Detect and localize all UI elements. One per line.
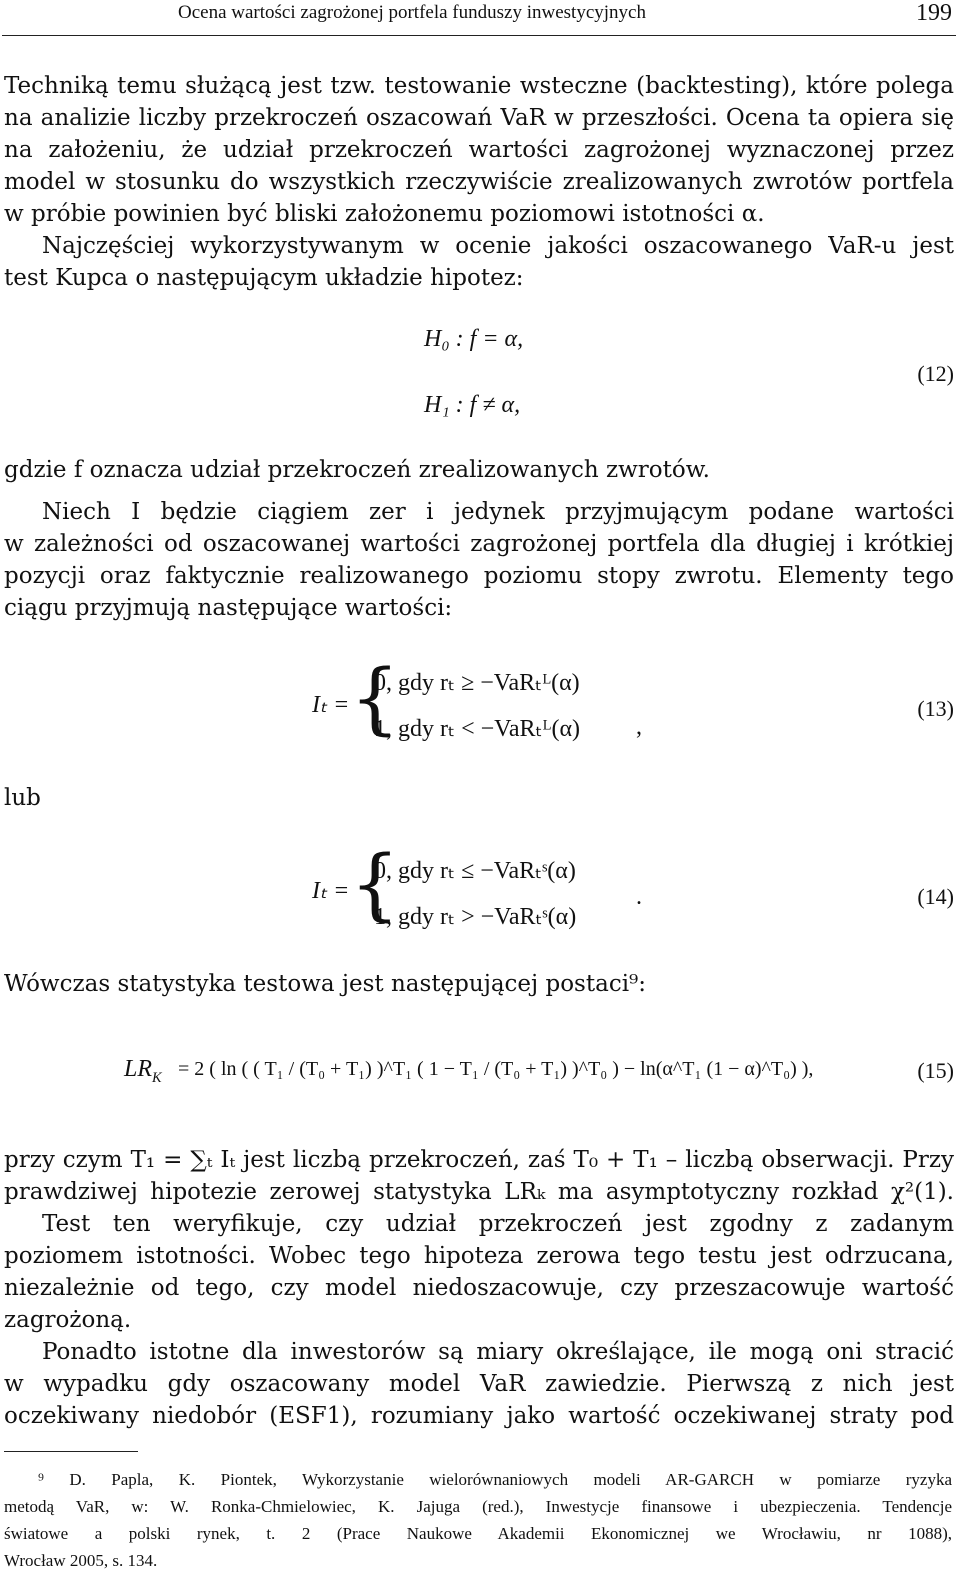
paragraph-line: na założeniu, że udział przekroczeń wartości zagrożonej wyznaczonej przez bbox=[4, 137, 954, 163]
paragraph-line: pozycji oraz faktycznie realizowanego poziomu stopy zwrotu. Elementy tego bbox=[4, 563, 954, 589]
paragraph-line: niezależnie od tego, czy model niedoszacowuje, czy przeszacowuje wartość bbox=[4, 1275, 954, 1301]
equation-14-lhs: Iₜ = bbox=[312, 878, 350, 904]
equation-15-lhs-text: LR bbox=[124, 1056, 153, 1082]
paragraph-line: Wówczas statystyka testowa jest następującej postaci⁹: bbox=[4, 971, 647, 997]
equation-12-number: (12) bbox=[917, 361, 954, 386]
equation-14-tail: . bbox=[636, 884, 642, 910]
paragraph-line: w wypadku gdy oszacowany model VaR zawiedzie. Pierwszą z nich jest bbox=[4, 1371, 954, 1397]
paragraph-line: lub bbox=[4, 785, 41, 811]
paragraph-line: poziomem istotności. Wobec tego hipoteza zerowa tego testu jest odrzucana, bbox=[4, 1243, 954, 1269]
equation-13-row2: 1, gdy rₜ < −VaRₜᴸ(α) bbox=[374, 716, 581, 742]
paragraph-line: zagrożoną. bbox=[4, 1307, 132, 1333]
footnote-rule bbox=[4, 1451, 138, 1452]
equation-13-number: (13) bbox=[917, 696, 954, 721]
equation-13-tail: , bbox=[636, 714, 642, 740]
paragraph-line: test Kupca o następującym układzie hipotez: bbox=[4, 265, 524, 291]
paragraph-line: na analizie liczby przekroczeń oszacowań VaR w przeszłości. Ocena ta opiera się bbox=[4, 105, 954, 131]
equation-13-lhs: Iₜ = bbox=[312, 692, 350, 718]
paragraph-line: Najczęściej wykorzystywanym w ocenie jakości oszacowanego VaR-u jest bbox=[42, 233, 954, 259]
paragraph-line: model w stosunku do wszystkich rzeczywiście zrealizowanych zwrotów portfela bbox=[4, 169, 954, 195]
equation-15-number: (15) bbox=[917, 1058, 954, 1083]
paragraph-line: przy czym T₁ = ∑ₜ Iₜ jest liczbą przekroczeń, zaś T₀ + T₁ – liczbą obserwacji. Przy bbox=[4, 1147, 954, 1173]
equation-14-number: (14) bbox=[917, 884, 954, 909]
running-header bbox=[178, 2, 956, 32]
equation-12-h0: H₀ : f = α, bbox=[424, 326, 524, 352]
paragraph-line: Niech I będzie ciągiem zer i jedynek przyjmującym podane wartości bbox=[42, 499, 954, 525]
equation-13-brace: { bbox=[350, 654, 400, 744]
paragraph-line: w próbie powinien być bliski założonemu poziomowi istotności α. bbox=[4, 201, 765, 227]
paragraph-line: Test ten weryfikuje, czy udział przekroczeń jest zgodny z zadanym bbox=[42, 1211, 954, 1237]
running-title: Ocena wartości zagrożonej portfela funduszy inwestycyjnych bbox=[178, 2, 646, 23]
equation-12-h1: H₁ : f ≠ α, bbox=[424, 392, 521, 418]
paragraph-line: Ponadto istotne dla inwestorów są miary określające, ile mogą oni stracić bbox=[42, 1339, 954, 1365]
equation-14-row1: 0, gdy rₜ ≤ −VaRₜˢ(α) bbox=[374, 858, 576, 884]
equation-15-lhs bbox=[124, 1056, 162, 1087]
paragraph-line: gdzie f oznacza udział przekroczeń zrealizowanych zwrotów. bbox=[4, 457, 710, 483]
equation-14-row2: 1, gdy rₜ > −VaRₜˢ(α) bbox=[374, 904, 577, 930]
paragraph-line: prawdziwej hipotezie zerowej statystyka LRₖ ma asymptotyczny rozkład χ²(1). bbox=[4, 1179, 954, 1205]
footnote-line: ⁹ D. Papla, K. Piontek, Wykorzystanie wielorównaniowych modeli AR-GARCH w pomiarze ryzyka bbox=[38, 1470, 952, 1489]
paragraph-line: Techniką temu służącą jest tzw. testowanie wsteczne (backtesting), które polega bbox=[4, 73, 954, 99]
page-number: 199 bbox=[916, 0, 952, 26]
paragraph-line: ciągu przyjmują następujące wartości: bbox=[4, 595, 453, 621]
equation-15-lhs-sub: K bbox=[152, 1069, 162, 1086]
equation-13-row1: 0, gdy rₜ ≥ −VaRₜᴸ(α) bbox=[374, 670, 580, 696]
equation-15-body: = 2 ( ln ( ( T₁ / (T₀ + T₁) )^T₁ ( 1 − T₁ / (T₀ + T₁) )^T₀ ) − ln(α^T₁ (1 − α)^T₀) ), bbox=[178, 1058, 814, 1080]
equation-14-brace: { bbox=[350, 840, 400, 930]
footnote-line: światowe a polski rynek, t. 2 (Prace Naukowe Akademii Ekonomicznej we Wrocławiu, nr 1088), bbox=[4, 1524, 952, 1543]
paragraph-line: oczekiwany niedobór (ESF1), rozumiany jako wartość oczekiwanej straty pod bbox=[4, 1403, 954, 1429]
footnote-line: metodą VaR, w: W. Ronka-Chmielowiec, K. Jajuga (red.), Inwestycje finansowe i ubezpieczenia. Tendencje bbox=[4, 1497, 952, 1516]
paragraph-line: w zależności od oszacowanej wartości zagrożonej portfela dla długiej i krótkiej bbox=[4, 531, 954, 557]
header-rule bbox=[2, 35, 956, 36]
footnote-line: Wrocław 2005, s. 134. bbox=[4, 1551, 158, 1570]
